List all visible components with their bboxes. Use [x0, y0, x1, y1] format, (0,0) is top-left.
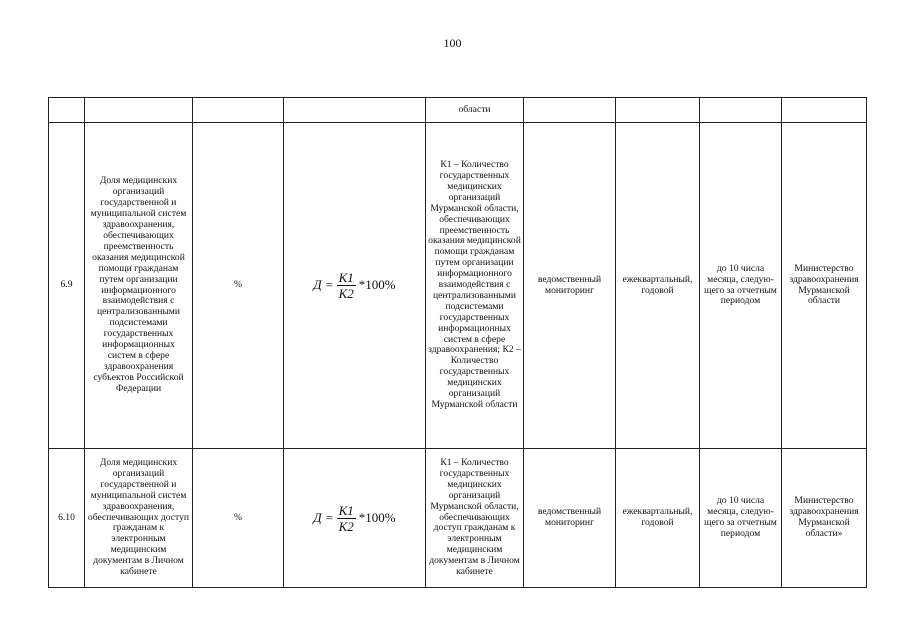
cell-formula: [284, 449, 426, 588]
cell-empty: [284, 98, 426, 123]
cell-deadline: до 10 числа месяца, следую-щего за отчетным периодом: [700, 123, 782, 449]
cell-definition: области: [426, 98, 524, 123]
cell-responsible: Министерство здравоохранения Мурманской области»: [782, 449, 867, 588]
formula-numerator: К1: [338, 270, 354, 285]
formula: [313, 503, 395, 534]
cell-empty: [524, 98, 616, 123]
formula-lhs: Д =: [313, 509, 334, 525]
cell-empty: [700, 98, 782, 123]
cell-periodicity: ежеквартальный, годовой: [616, 123, 700, 449]
formula: [313, 270, 395, 301]
cell-unit: %: [193, 449, 284, 588]
cell-unit: %: [193, 123, 284, 449]
formula-denominator: К2: [338, 518, 354, 534]
indicators-table: [48, 97, 867, 588]
formula-numerator: К1: [338, 502, 354, 518]
table-row-continuation: [49, 98, 867, 123]
page-number: 100: [443, 36, 462, 50]
formula-lhs: Д =: [313, 277, 334, 293]
cell-number: 6.9: [49, 123, 85, 449]
cell-definition: К1 – Количество государственных медицинских организаций Мурманской области, обеспечивающих доступ гражданам к электронным медицинским документам в Личном кабинете: [426, 449, 524, 588]
table-row: [49, 123, 867, 449]
formula-denominator: К2: [338, 286, 354, 301]
cell-empty: [49, 98, 85, 123]
cell-source: ведомственный мониторинг: [524, 449, 616, 588]
table-row: [49, 449, 867, 588]
cell-definition: К1 – Количество государственных медицинских организаций Мурманской области, обеспечивающих преемственность оказания медицинской помощи гражданам путем организации информационного взаимодействия с централизованными подсистемами государственных информационных систем в сфере здравоохранения; К2 – Количество государственных медицинских организаций Мурманской области: [426, 123, 524, 449]
cell-responsible: Министерство здравоохранения Мурманской области: [782, 123, 867, 449]
formula-tail: *100%: [358, 509, 396, 525]
cell-periodicity: ежеквартальный, годовой: [616, 449, 700, 588]
cell-formula: [284, 123, 426, 449]
cell-deadline: до 10 числа месяца, следую-щего за отчетным периодом: [700, 449, 782, 588]
cell-source: ведомственный мониторинг: [524, 123, 616, 449]
cell-empty: [782, 98, 867, 123]
formula-fraction: [337, 270, 356, 301]
formula-fraction: [337, 503, 356, 534]
cell-empty: [616, 98, 700, 123]
cell-empty: [85, 98, 193, 123]
cell-indicator: Доля медицинских организаций государственной и муниципальной систем здравоохранения, обеспечивающих доступ гражданам к электронным медицинским документам в Личном кабинете: [85, 449, 193, 588]
formula-tail: *100%: [358, 277, 396, 293]
cell-empty: [193, 98, 284, 123]
cell-indicator: Доля медицинских организаций государственной и муниципальной систем здравоохранения, обеспечивающих преемственность оказания медицинской помощи гражданам путем организации информационного взаимодействия с централизованными подсистемами государственных информационных систем в сфере здравоохранения субъектов Российской Федерации: [85, 123, 193, 449]
cell-number: 6.10: [49, 449, 85, 588]
